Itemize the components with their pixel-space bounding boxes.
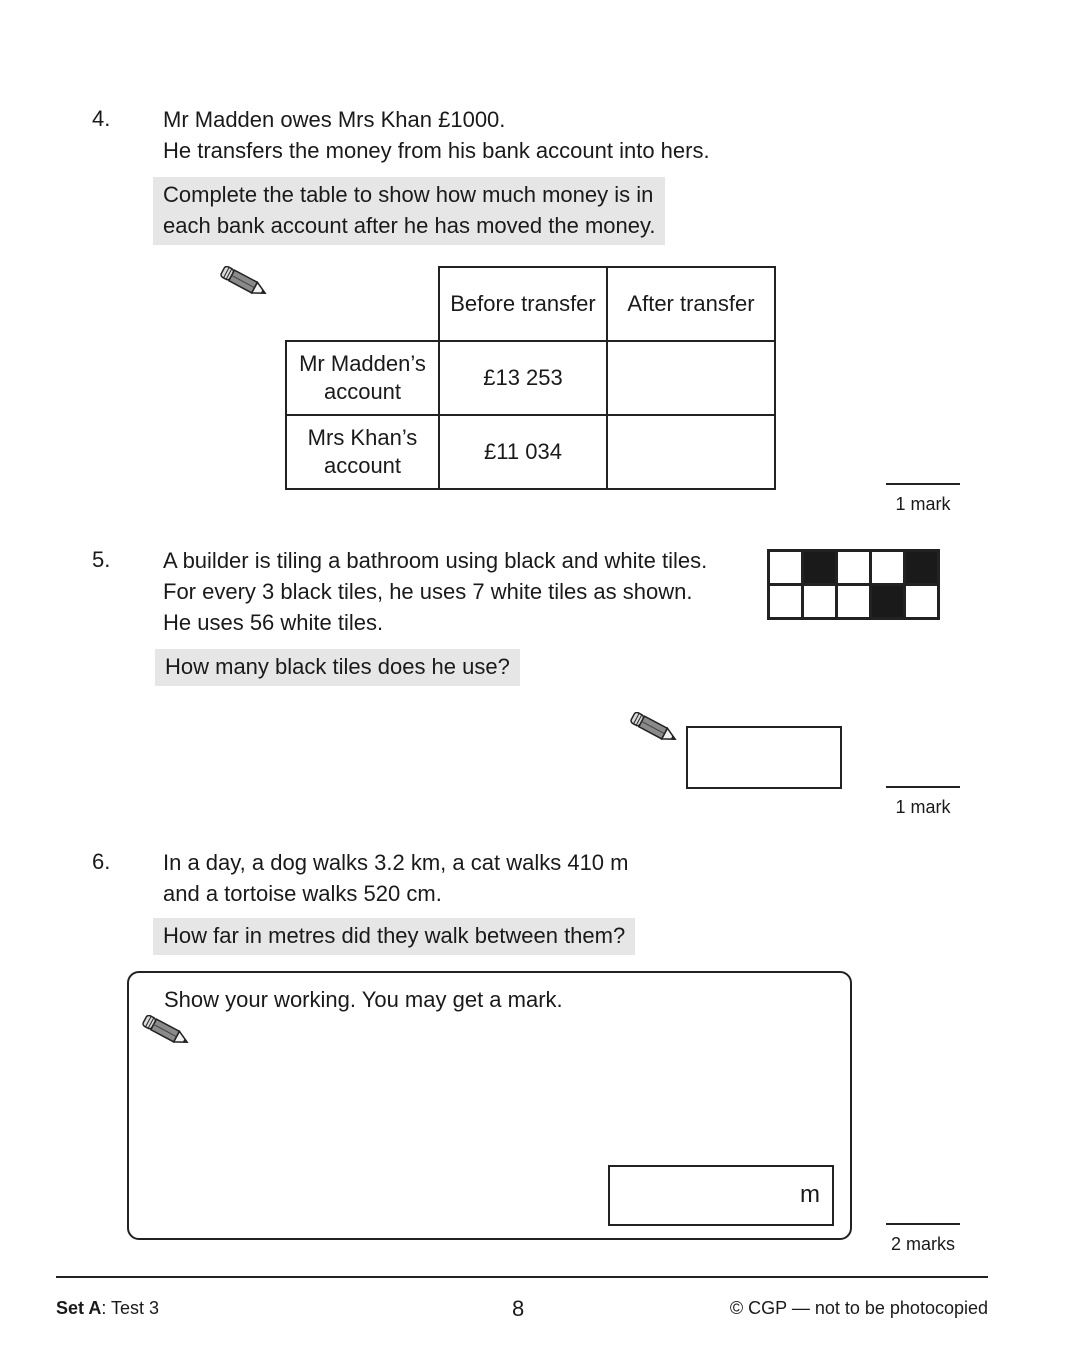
- working-prompt: Show your working. You may get a mark.: [164, 987, 563, 1012]
- header-after-transfer: After transfer: [607, 267, 775, 341]
- question-4-text: [163, 104, 710, 166]
- question-6-marks: 2 marks: [890, 1234, 955, 1254]
- question-5-line-3: He uses 56 white tiles.: [163, 610, 384, 635]
- page-number: 8: [512, 1296, 525, 1321]
- mark-line: [886, 483, 960, 485]
- question-4-line-2: He transfers the money from his bank account into hers.: [163, 138, 710, 163]
- footer-divider: [56, 1276, 988, 1278]
- tile-pattern: [767, 549, 940, 620]
- table-row: [286, 341, 775, 415]
- question-5-line-1: A builder is tiling a bathroom using black and white tiles.: [163, 548, 708, 573]
- khan-before-value: £11 034: [439, 415, 607, 489]
- pencil-icon: [218, 266, 270, 298]
- white-tile: [804, 586, 835, 617]
- black-tile: [804, 552, 835, 583]
- question-6-text: [163, 847, 628, 909]
- question-4-marks: 1 mark: [895, 494, 951, 514]
- white-tile: [770, 552, 801, 583]
- question-6-number: 6.: [92, 849, 111, 874]
- table-corner: [286, 267, 439, 341]
- question-4-task-line-1: Complete the table to show how much money is in: [163, 182, 654, 207]
- white-tile: [770, 586, 801, 617]
- pencil-icon: [140, 1015, 192, 1047]
- question-4-task-line-2: each bank account after he has moved the money.: [163, 213, 656, 238]
- white-tile: [838, 586, 869, 617]
- black-tile: [906, 552, 937, 583]
- copyright-notice: © CGP — not to be photocopied: [729, 1298, 988, 1318]
- row-label-madden: Mr Madden’s account: [286, 341, 439, 415]
- accounts-table: [285, 266, 776, 490]
- question-5-marks: 1 mark: [895, 797, 951, 817]
- footer-set-label: [56, 1298, 159, 1319]
- mark-line: [886, 1223, 960, 1225]
- header-before-transfer: Before transfer: [439, 267, 607, 341]
- working-area[interactable]: [127, 971, 852, 1240]
- question-5-text: [163, 545, 707, 638]
- white-tile: [838, 552, 869, 583]
- footer-set-rest: : Test 3: [101, 1298, 160, 1318]
- row-label-khan: Mrs Khan’s account: [286, 415, 439, 489]
- madden-after-input[interactable]: [607, 341, 775, 415]
- footer-set-bold: Set A: [56, 1298, 102, 1318]
- question-4-line-1: Mr Madden owes Mrs Khan £1000.: [163, 107, 506, 132]
- question-4-number: 4.: [92, 106, 111, 131]
- madden-before-value: £13 253: [439, 341, 607, 415]
- question-6-task: [153, 918, 635, 955]
- question-6-answer-box[interactable]: [608, 1165, 834, 1226]
- mark-line: [886, 786, 960, 788]
- white-tile: [906, 586, 937, 617]
- question-5-task-line-1: How many black tiles does he use?: [165, 654, 510, 679]
- question-5-task: [155, 649, 520, 686]
- question-5-number: 5.: [92, 547, 111, 572]
- white-tile: [872, 552, 903, 583]
- answer-unit: m: [800, 1181, 820, 1208]
- question-6-line-2: and a tortoise walks 520 cm.: [163, 881, 442, 906]
- question-5-line-2: For every 3 black tiles, he uses 7 white tiles as shown.: [163, 579, 693, 604]
- question-6-task-line-1: How far in metres did they walk between them?: [163, 923, 626, 948]
- question-4-task: [153, 177, 665, 245]
- black-tile: [872, 586, 903, 617]
- khan-after-input[interactable]: [607, 415, 775, 489]
- table-row: [286, 415, 775, 489]
- question-5-answer-box[interactable]: [686, 726, 842, 789]
- question-6-line-1: In a day, a dog walks 3.2 km, a cat walks 410 m: [163, 850, 629, 875]
- pencil-icon: [628, 712, 680, 744]
